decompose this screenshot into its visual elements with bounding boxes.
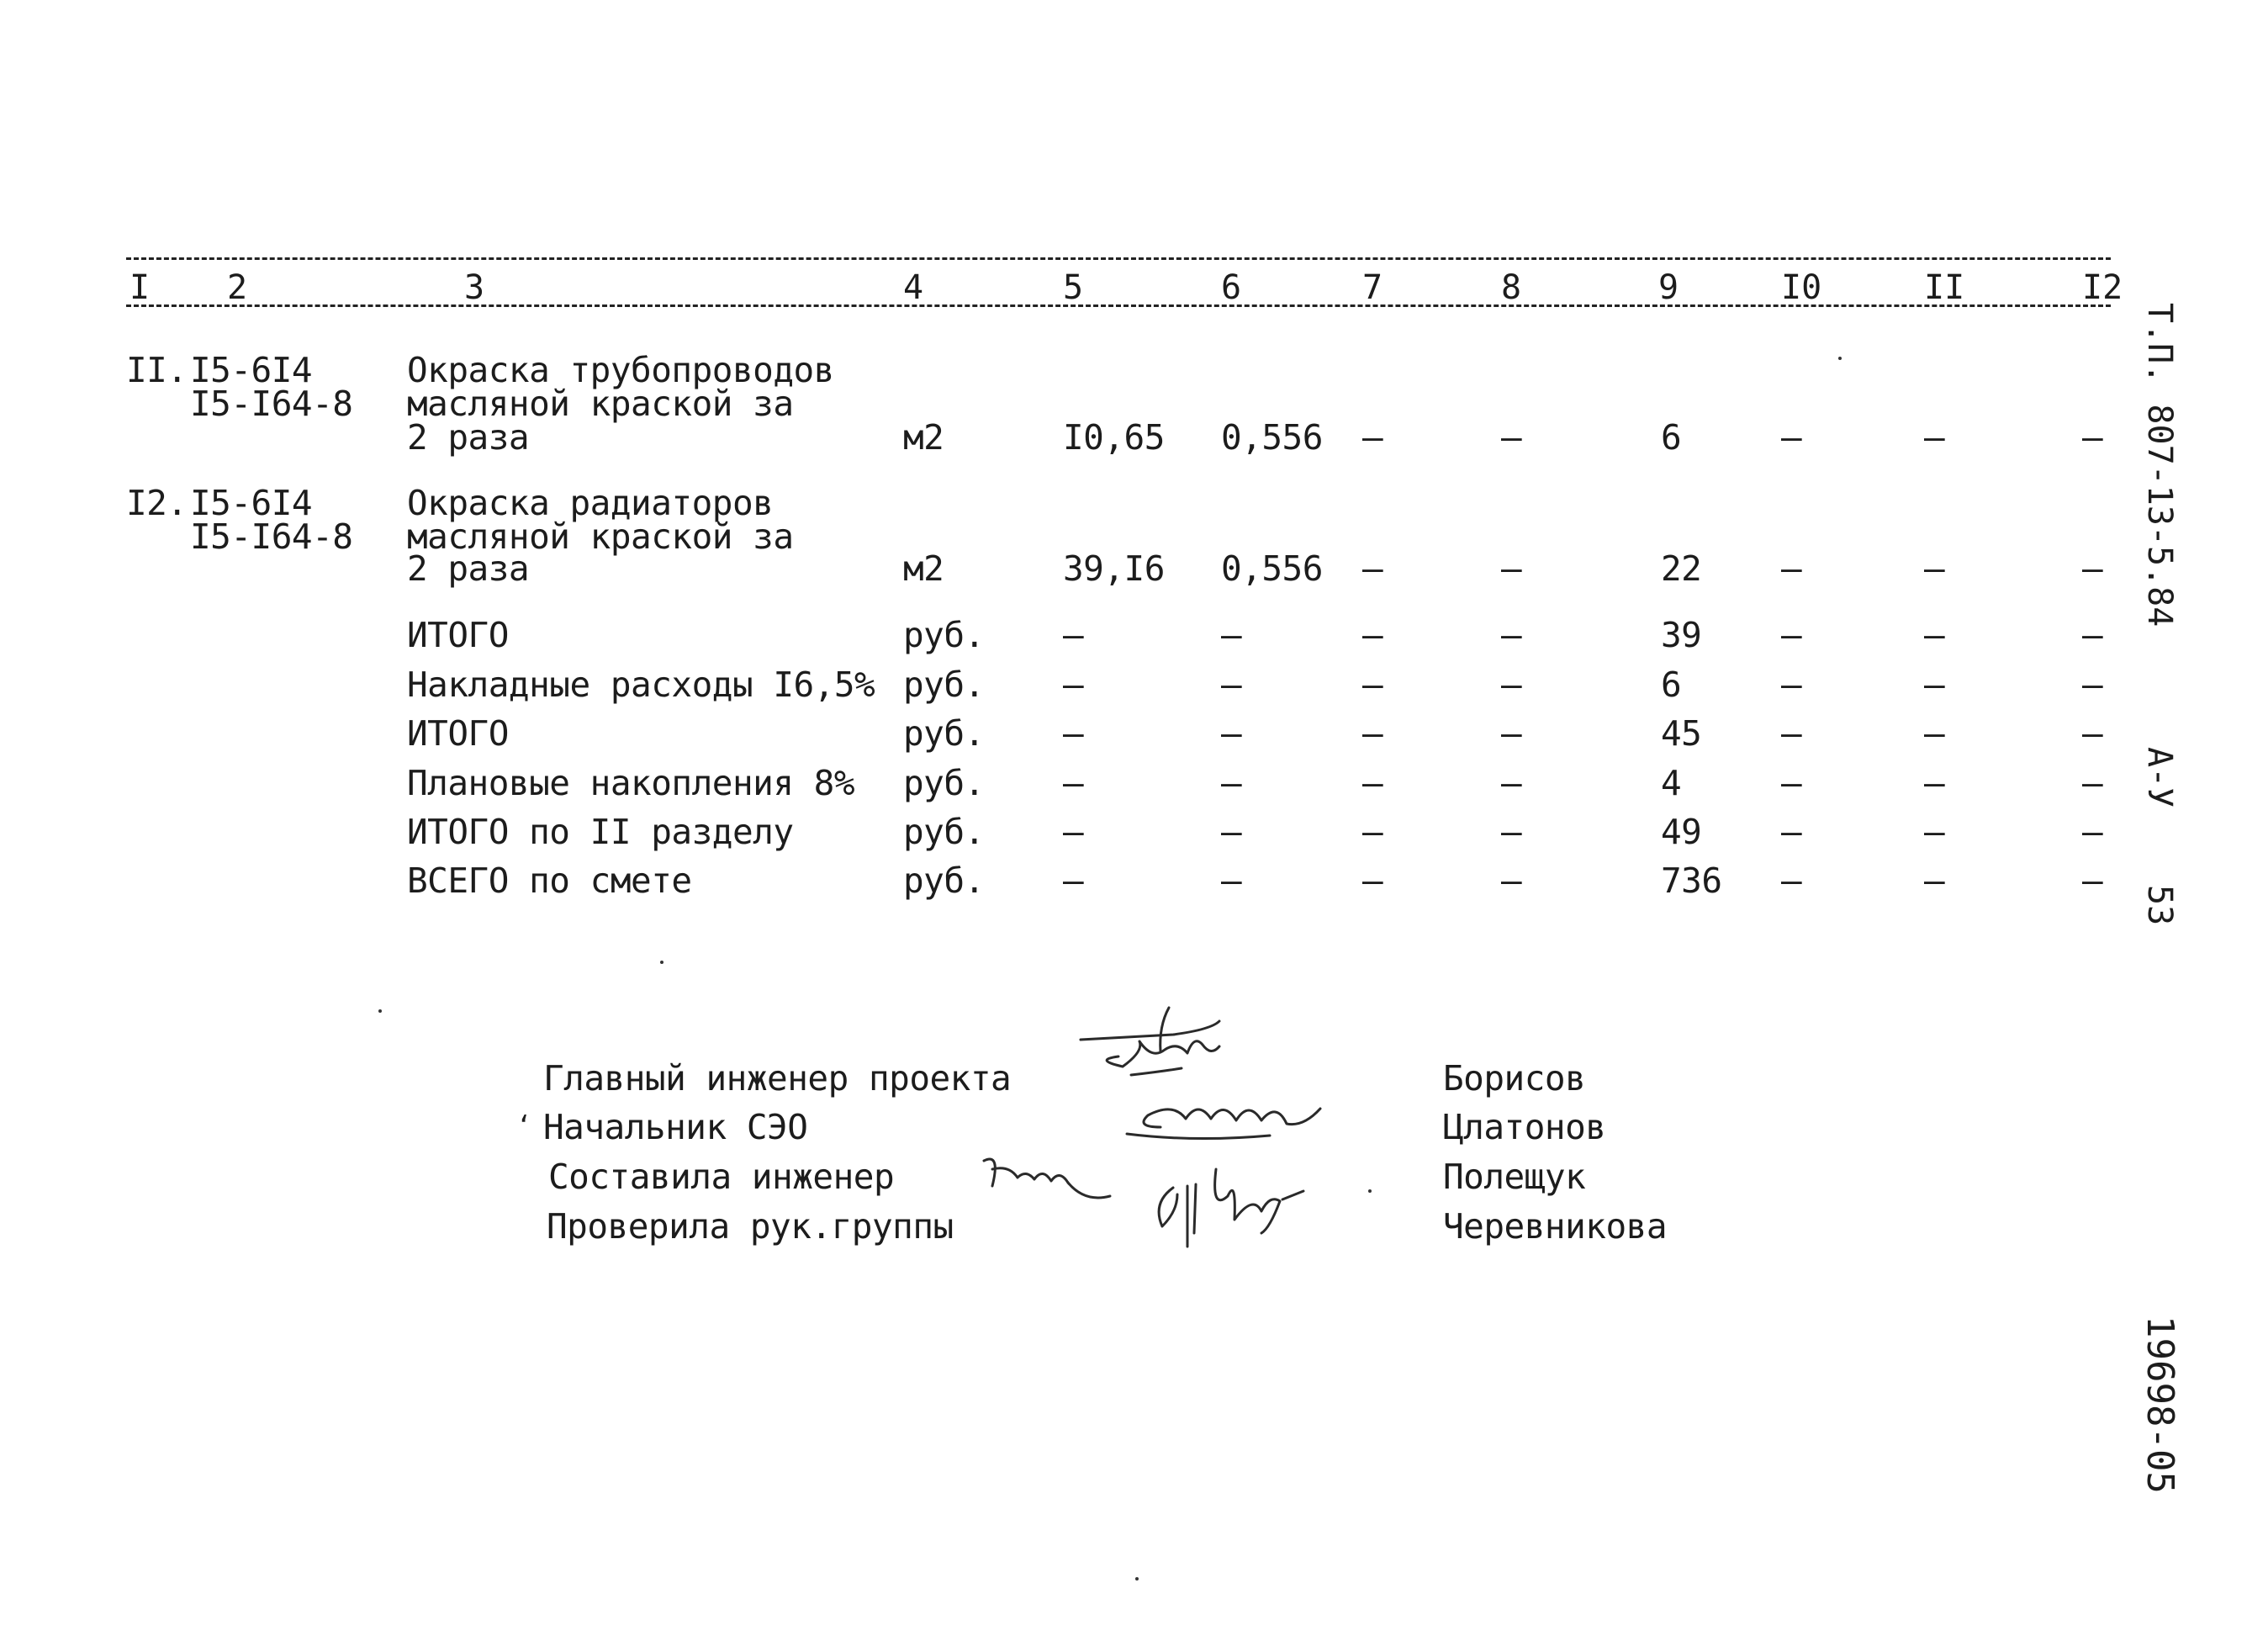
col-header-7: 7 [1362,268,1383,307]
col12-cell: – [2082,417,2103,458]
work-description: 2 раза [407,548,530,589]
quantity-cell: I0,65 [1063,417,1165,458]
totals-unit: руб. [903,812,985,852]
col7-cell: – [1362,548,1383,589]
stray-mark [1838,357,1842,360]
col-header-2: 2 [227,268,248,307]
col10-cell: – [1781,548,1802,589]
totals-unit: руб. [903,665,985,705]
row-number: I2. [126,483,188,523]
norm-code: I5-I64-8 [190,384,353,424]
totals-c12: – [2082,665,2103,705]
signatory-role: Составила инженер [548,1157,895,1197]
totals-unit: руб. [903,860,985,901]
totals-c9: 39 [1661,615,1702,655]
work-description: Окраска трубопроводов [407,350,834,390]
col8-cell: – [1501,417,1522,458]
tick-mark: ‘ [516,1111,531,1141]
col-header-11: II [1924,268,1965,307]
album-code: А-У [2140,747,2179,808]
col-header-1: I [130,268,151,307]
totals-c7: – [1362,615,1383,655]
handwritten-signatures [967,1001,1404,1270]
col11-cell: – [1924,548,1945,589]
totals-unit: руб. [903,615,985,655]
work-description: 2 раза [407,417,530,458]
col12-cell: – [2082,548,2103,589]
totals-label: ИТОГО [407,713,509,754]
unit-cell: м2 [903,417,944,458]
totals-c7: – [1362,812,1383,852]
totals-c8: – [1501,812,1522,852]
totals-c12: – [2082,812,2103,852]
totals-c10: – [1781,713,1802,754]
signatory-role: Начальник СЭО [543,1107,808,1147]
totals-c11: – [1924,713,1945,754]
col10-cell: – [1781,417,1802,458]
quantity-cell: 39,I6 [1063,548,1165,589]
signatory-name: Цлатонов [1443,1107,1606,1147]
totals-c11: – [1924,860,1945,901]
totals-c11: – [1924,812,1945,852]
totals-c11: – [1924,763,1945,803]
totals-c6: – [1221,665,1242,705]
totals-c5: – [1063,763,1084,803]
totals-c7: – [1362,860,1383,901]
inventory-number: 19698-05 [2138,1316,2181,1494]
totals-c8: – [1501,860,1522,901]
totals-c10: – [1781,763,1802,803]
work-description: масляной краской за [407,516,794,557]
totals-c9: 45 [1661,713,1702,754]
totals-c10: – [1781,665,1802,705]
work-description: Окраска радиаторов [407,483,774,523]
totals-label: Плановые накопления 8% [407,763,855,803]
signatory-role: Главный инженер проекта [543,1058,1012,1099]
totals-unit: руб. [903,713,985,754]
totals-c8: – [1501,713,1522,754]
totals-c12: – [2082,615,2103,655]
totals-c10: – [1781,860,1802,901]
totals-label: ВСЕГО по смете [407,860,692,901]
totals-c8: – [1501,665,1522,705]
stray-mark [1368,1189,1372,1193]
totals-c9: 4 [1661,763,1682,803]
totals-c12: – [2082,763,2103,803]
totals-c10: – [1781,615,1802,655]
totals-c8: – [1501,763,1522,803]
totals-c6: – [1221,763,1242,803]
signatory-name: Черевникова [1443,1206,1668,1247]
col-header-9: 9 [1658,268,1679,307]
col-header-6: 6 [1221,268,1242,307]
norm-code: I5-6I4 [190,483,313,523]
row-number: II. [126,350,188,390]
totals-c6: – [1221,812,1242,852]
totals-c9: 6 [1661,665,1682,705]
col7-cell: – [1362,417,1383,458]
col-header-10: I0 [1781,268,1822,307]
col8-cell: – [1501,548,1522,589]
totals-label: Накладные расходы I6,5% [407,665,875,705]
total-cost-cell: 22 [1661,548,1702,589]
totals-c5: – [1063,665,1084,705]
totals-c9: 736 [1661,860,1722,901]
totals-c7: – [1362,713,1383,754]
stray-mark [1135,1577,1139,1581]
totals-c11: – [1924,615,1945,655]
totals-c7: – [1362,763,1383,803]
totals-c6: – [1221,860,1242,901]
norm-code: I5-I64-8 [190,516,353,557]
document-code: Т.П. 807-13-5.84 [2140,303,2179,627]
totals-c6: – [1221,615,1242,655]
col-header-3: 3 [464,268,485,307]
totals-c5: – [1063,713,1084,754]
signatory-role: Проверила рук.группы [547,1206,954,1247]
col11-cell: – [1924,417,1945,458]
totals-label: ИТОГО [407,615,509,655]
totals-c8: – [1501,615,1522,655]
totals-c5: – [1063,615,1084,655]
unit-cell: м2 [903,548,944,589]
totals-c6: – [1221,713,1242,754]
total-cost-cell: 6 [1661,417,1682,458]
page-number: 53 [2140,885,2179,926]
col-header-5: 5 [1063,268,1084,307]
norm-code: I5-6I4 [190,350,313,390]
totals-c7: – [1362,665,1383,705]
totals-c5: – [1063,812,1084,852]
totals-c9: 49 [1661,812,1702,852]
totals-c12: – [2082,713,2103,754]
totals-c5: – [1063,860,1084,901]
totals-unit: руб. [903,763,985,803]
signatory-name: Борисов [1443,1058,1586,1099]
unit-price-cell: 0,556 [1221,548,1323,589]
signatory-name: Полещук [1443,1157,1586,1197]
totals-c12: – [2082,860,2103,901]
col-header-4: 4 [903,268,924,307]
stray-mark [378,1009,382,1013]
col-header-12: I2 [2082,268,2123,307]
col-header-8: 8 [1501,268,1522,307]
stray-mark [660,961,663,964]
totals-c10: – [1781,812,1802,852]
header-top-rule [126,257,2111,260]
totals-label: ИТОГО по II разделу [407,812,794,852]
unit-price-cell: 0,556 [1221,417,1323,458]
totals-c11: – [1924,665,1945,705]
work-description: масляной краской за [407,384,794,424]
